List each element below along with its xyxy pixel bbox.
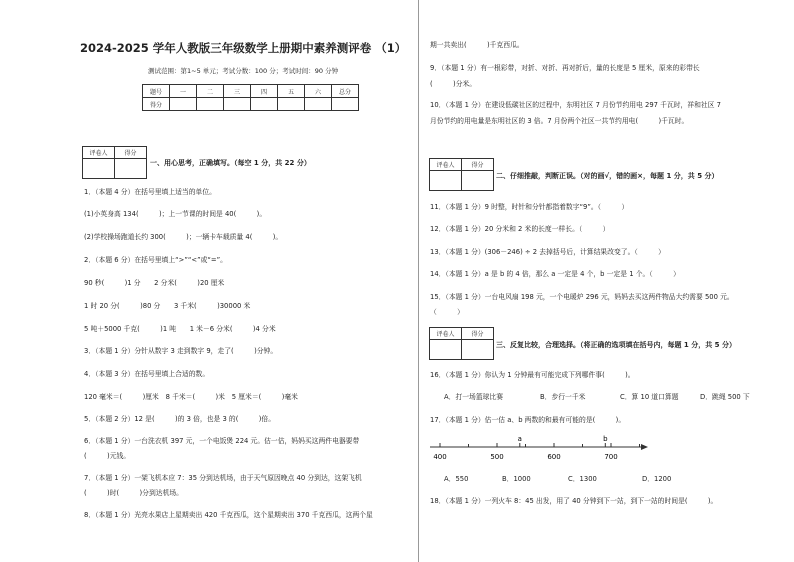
number-line-arrow (641, 444, 648, 450)
number-line-tick-label: 600 (547, 453, 561, 461)
number-line-point-label: a (517, 435, 522, 443)
question-line: 期一共卖出( )千克西瓜。 (430, 41, 524, 49)
question-line: ( )分米。 (430, 80, 477, 88)
question-line: 1．（本题 4 分）在括号里填上适当的单位。 (84, 188, 216, 196)
question-line: 17．（本题 1 分）估一估 a、b 两数的和最有可能的是( )。 (430, 416, 626, 424)
test-info: 测试范围：第1~5 单元；考试分数：100 分；考试时间：90 分钟 (148, 67, 339, 75)
question-line: 9．（本题 1 分）有一根彩带，对折、对折、再对折后，量的长度是 5 厘米，原来的彩带长 (430, 64, 700, 72)
score-cell[interactable] (170, 98, 197, 111)
grader-label: 评卷人 (430, 328, 462, 340)
score-header-cell: 四 (251, 85, 278, 98)
question-line: 3．（本题 1 分）分针从数字 3 走到数字 9，走了( )分钟。 (84, 347, 278, 355)
score-header-cell: 二 (197, 85, 224, 98)
question-line: 1 时 20 分( )80 分 3 千米( )30000 米 (84, 302, 251, 310)
q16-option-a[interactable]: A．打一场篮球比赛 (444, 393, 504, 401)
question-line: 5 吨＋5000 千克( )1 吨 1 米－6 分米( )4 分米 (84, 325, 276, 333)
q17-option-d[interactable]: D．1200 (642, 475, 672, 483)
grader-label: 评卷人 (83, 147, 115, 159)
score-cell[interactable] (197, 98, 224, 111)
section-3-heading: 三、反复比较，合理选择。（将正确的选项填在括号内，每题 1 分，共 5 分） (496, 341, 736, 349)
score-cell[interactable] (462, 171, 494, 191)
question-line: 14．（本题 1 分）a 是 b 的 4 倍，那么 a 一定是 4 个，b 一定是 1 个。（ ） (430, 270, 680, 278)
score-cell[interactable] (115, 159, 147, 179)
number-line-tick-label: 500 (490, 453, 504, 461)
question-line: 13．（本题 1 分）(306－246) ÷ 2 去掉括号后，计算结果改变了。（ ） (430, 248, 665, 256)
question-line: 5．（本题 2 分）12 是( )的 3 倍，也是 3 的( )倍。 (84, 415, 276, 423)
grader-box-3 (429, 327, 494, 360)
q17-option-a[interactable]: A．550 (444, 475, 469, 483)
question-line: 2．（本题 6 分）在括号里填上“>”“<”或“=”。 (84, 256, 227, 264)
question-line: 6．（本题 1 分）一台洗衣机 397 元，一个电饭煲 224 元。估一估，妈妈买这两件电器要带 (84, 437, 360, 445)
question-line: 120 毫米＝( )厘米 8 千米＝( )米 5 厘米＝( )毫米 (84, 393, 298, 401)
score-header-cell: 题号 (143, 85, 170, 98)
question-line: 18．（本题 1 分）一列火车 8：45 出发，用了 40 分钟到下一站，到下一站的时间是( )。 (430, 497, 718, 505)
q16-option-d[interactable]: D．跳绳 500 下 (700, 393, 750, 401)
section-2-heading: 二、仔细推敲，判断正误。（对的画√，错的画×，每题 1 分，共 5 分） (496, 172, 719, 180)
score-label: 得分 (115, 147, 147, 159)
question-line: 11．（本题 1 分）9 时整，时针和分针都指着数字“9”。（ ） (430, 203, 629, 211)
question-line: 16．（本题 1 分）你认为 1 分钟最有可能完成下列哪件事( )。 (430, 371, 635, 379)
number-line-tick-label: 700 (604, 453, 618, 461)
score-cell[interactable] (462, 340, 494, 360)
score-header-cell: 五 (278, 85, 305, 98)
grader-cell[interactable] (83, 159, 115, 179)
score-table (142, 84, 359, 111)
score-header-cell: 总分 (332, 85, 359, 98)
question-line: 15．（本题 1 分）一台电风扇 198 元，一个电暖炉 296 元，妈妈去买这两件物品大约需要 500 元。 (430, 293, 734, 301)
question-line: ( )元钱。 (84, 452, 131, 460)
question-line: 月份节约的用电量是东明社区的 3 倍。7 月份两个社区一共节约用电( )千瓦时。 (430, 117, 689, 125)
q16-option-c[interactable]: C．算 10 道口算题 (620, 393, 679, 401)
grader-box-1 (82, 146, 147, 179)
question-line: ( )时( )分到达机场。 (84, 489, 183, 497)
question-line: （ ） (430, 308, 464, 316)
number-line (426, 432, 666, 464)
score-cell[interactable] (278, 98, 305, 111)
grader-cell[interactable] (430, 171, 462, 191)
page-title: 2024-2025 学年人教版三年级数学上册期中素养测评卷 （1） (80, 41, 407, 55)
q16-option-b[interactable]: B．步行一千米 (540, 393, 586, 401)
score-label: 得分 (462, 328, 494, 340)
score-cell[interactable] (332, 98, 359, 111)
score-header-cell: 六 (305, 85, 332, 98)
grader-cell[interactable] (430, 340, 462, 360)
section-1-heading: 一、用心思考，正确填写。（每空 1 分，共 22 分） (150, 159, 311, 167)
number-line-point-label: b (603, 435, 608, 443)
column-divider (418, 0, 419, 562)
q17-option-c[interactable]: C．1300 (568, 475, 597, 483)
number-line-tick-label: 400 (433, 453, 447, 461)
question-line: (2)学校操场跑道长约 300( )；一辆卡车载质量 4( )。 (84, 233, 283, 241)
score-cell[interactable] (224, 98, 251, 111)
score-header-cell: 三 (224, 85, 251, 98)
q17-option-b[interactable]: B．1000 (502, 475, 531, 483)
score-cell[interactable] (305, 98, 332, 111)
question-line: 90 秒( )1 分 2 分米( )20 厘米 (84, 279, 225, 287)
grader-box-2 (429, 158, 494, 191)
score-cell[interactable] (251, 98, 278, 111)
question-line: (1)小英身高 134( )；上一节课的时间是 40( )。 (84, 210, 267, 218)
score-header-cell: 一 (170, 85, 197, 98)
grader-label: 评卷人 (430, 159, 462, 171)
question-line: 10．（本题 1 分）在建设低碳社区的过程中，东明社区 7 月份节约用电 297 千瓦时，祥和社区 7 (430, 101, 722, 109)
score-row-label: 得分 (143, 98, 170, 111)
question-line: 4．（本题 3 分）在括号里填上合适的数。 (84, 370, 210, 378)
question-line: 7．（本题 1 分）一架飞机本应 7：35 分到达机场，由于天气原因晚点 40 分到达，这架飞机 (84, 474, 362, 482)
score-label: 得分 (462, 159, 494, 171)
question-line: 12．（本题 1 分）20 分米和 2 米的长度一样长。（ ） (430, 225, 610, 233)
question-line: 8．（本题 1 分）光亮水果店上星期卖出 420 千克西瓜，这个星期卖出 370 千克西瓜，这两个星 (84, 511, 373, 519)
